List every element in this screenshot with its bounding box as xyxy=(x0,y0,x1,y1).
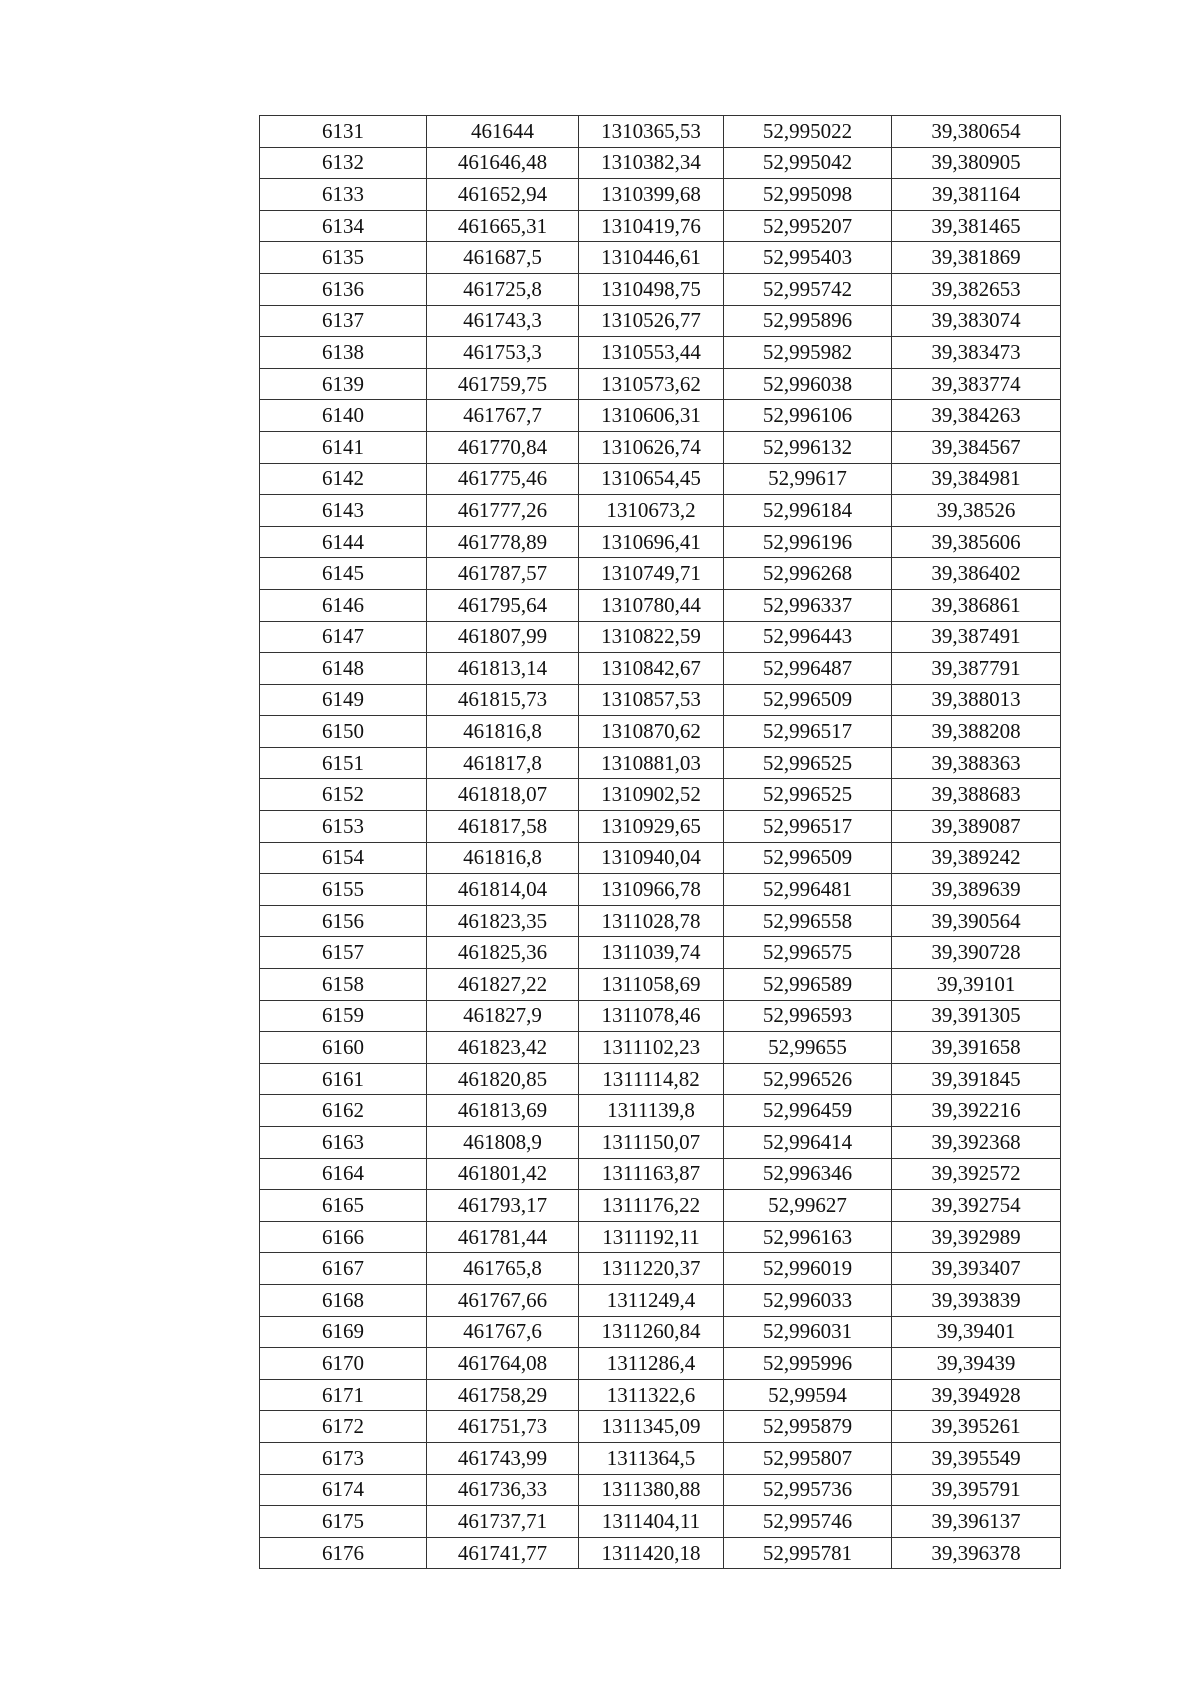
y-coordinate-cell: 1311260,84 xyxy=(579,1316,724,1348)
latitude-cell: 52,996459 xyxy=(724,1095,892,1127)
table-row xyxy=(260,1348,1061,1380)
longitude-cell: 39,391658 xyxy=(892,1032,1061,1064)
longitude-cell: 39,388208 xyxy=(892,716,1061,748)
longitude-cell: 39,384981 xyxy=(892,463,1061,495)
longitude-cell: 39,384567 xyxy=(892,431,1061,463)
latitude-cell: 52,996509 xyxy=(724,842,892,874)
y-coordinate-cell: 1311058,69 xyxy=(579,969,724,1001)
table-row xyxy=(260,905,1061,937)
point-number-cell: 6137 xyxy=(260,305,427,337)
longitude-cell: 39,392989 xyxy=(892,1221,1061,1253)
table-row xyxy=(260,526,1061,558)
table-row xyxy=(260,716,1061,748)
point-number-cell: 6165 xyxy=(260,1190,427,1222)
longitude-cell: 39,390728 xyxy=(892,937,1061,969)
point-number-cell: 6151 xyxy=(260,747,427,779)
longitude-cell: 39,381465 xyxy=(892,210,1061,242)
x-coordinate-cell: 461775,46 xyxy=(427,463,579,495)
point-number-cell: 6167 xyxy=(260,1253,427,1285)
y-coordinate-cell: 1310857,53 xyxy=(579,684,724,716)
table-row xyxy=(260,558,1061,590)
table-row xyxy=(260,1379,1061,1411)
table-row xyxy=(260,621,1061,653)
y-coordinate-cell: 1311163,87 xyxy=(579,1158,724,1190)
y-coordinate-cell: 1311139,8 xyxy=(579,1095,724,1127)
point-number-cell: 6174 xyxy=(260,1474,427,1506)
point-number-cell: 6147 xyxy=(260,621,427,653)
latitude-cell: 52,996509 xyxy=(724,684,892,716)
x-coordinate-cell: 461816,8 xyxy=(427,716,579,748)
latitude-cell: 52,996346 xyxy=(724,1158,892,1190)
longitude-cell: 39,386861 xyxy=(892,589,1061,621)
y-coordinate-cell: 1311039,74 xyxy=(579,937,724,969)
latitude-cell: 52,99655 xyxy=(724,1032,892,1064)
x-coordinate-cell: 461801,42 xyxy=(427,1158,579,1190)
table-row xyxy=(260,1063,1061,1095)
x-coordinate-cell: 461808,9 xyxy=(427,1127,579,1159)
coordinates-table xyxy=(259,115,1061,1569)
x-coordinate-cell: 461725,8 xyxy=(427,273,579,305)
point-number-cell: 6150 xyxy=(260,716,427,748)
x-coordinate-cell: 461817,58 xyxy=(427,811,579,843)
y-coordinate-cell: 1310526,77 xyxy=(579,305,724,337)
x-coordinate-cell: 461737,71 xyxy=(427,1506,579,1538)
x-coordinate-cell: 461818,07 xyxy=(427,779,579,811)
y-coordinate-cell: 1310419,76 xyxy=(579,210,724,242)
table-row xyxy=(260,1000,1061,1032)
latitude-cell: 52,995022 xyxy=(724,116,892,148)
x-coordinate-cell: 461736,33 xyxy=(427,1474,579,1506)
y-coordinate-cell: 1310929,65 xyxy=(579,811,724,843)
table-row xyxy=(260,684,1061,716)
latitude-cell: 52,996268 xyxy=(724,558,892,590)
latitude-cell: 52,996184 xyxy=(724,495,892,527)
point-number-cell: 6154 xyxy=(260,842,427,874)
longitude-cell: 39,396378 xyxy=(892,1537,1061,1569)
point-number-cell: 6169 xyxy=(260,1316,427,1348)
latitude-cell: 52,996106 xyxy=(724,400,892,432)
point-number-cell: 6176 xyxy=(260,1537,427,1569)
x-coordinate-cell: 461807,99 xyxy=(427,621,579,653)
y-coordinate-cell: 1310606,31 xyxy=(579,400,724,432)
point-number-cell: 6166 xyxy=(260,1221,427,1253)
longitude-cell: 39,38526 xyxy=(892,495,1061,527)
latitude-cell: 52,996031 xyxy=(724,1316,892,1348)
x-coordinate-cell: 461827,9 xyxy=(427,1000,579,1032)
y-coordinate-cell: 1311286,4 xyxy=(579,1348,724,1380)
point-number-cell: 6140 xyxy=(260,400,427,432)
table-row xyxy=(260,779,1061,811)
longitude-cell: 39,392754 xyxy=(892,1190,1061,1222)
y-coordinate-cell: 1310573,62 xyxy=(579,368,724,400)
point-number-cell: 6138 xyxy=(260,337,427,369)
table-row xyxy=(260,1316,1061,1348)
table-row xyxy=(260,1158,1061,1190)
y-coordinate-cell: 1310881,03 xyxy=(579,747,724,779)
point-number-cell: 6143 xyxy=(260,495,427,527)
point-number-cell: 6148 xyxy=(260,653,427,685)
point-number-cell: 6162 xyxy=(260,1095,427,1127)
table-row xyxy=(260,589,1061,621)
table-row xyxy=(260,1506,1061,1538)
x-coordinate-cell: 461778,89 xyxy=(427,526,579,558)
table-row xyxy=(260,147,1061,179)
point-number-cell: 6172 xyxy=(260,1411,427,1443)
point-number-cell: 6161 xyxy=(260,1063,427,1095)
point-number-cell: 6133 xyxy=(260,179,427,211)
table-row xyxy=(260,242,1061,274)
x-coordinate-cell: 461814,04 xyxy=(427,874,579,906)
longitude-cell: 39,388013 xyxy=(892,684,1061,716)
latitude-cell: 52,996038 xyxy=(724,368,892,400)
longitude-cell: 39,388363 xyxy=(892,747,1061,779)
point-number-cell: 6164 xyxy=(260,1158,427,1190)
x-coordinate-cell: 461817,8 xyxy=(427,747,579,779)
longitude-cell: 39,383473 xyxy=(892,337,1061,369)
x-coordinate-cell: 461758,29 xyxy=(427,1379,579,1411)
y-coordinate-cell: 1310553,44 xyxy=(579,337,724,369)
table-row xyxy=(260,368,1061,400)
y-coordinate-cell: 1310498,75 xyxy=(579,273,724,305)
x-coordinate-cell: 461644 xyxy=(427,116,579,148)
y-coordinate-cell: 1310399,68 xyxy=(579,179,724,211)
longitude-cell: 39,381164 xyxy=(892,179,1061,211)
longitude-cell: 39,382653 xyxy=(892,273,1061,305)
x-coordinate-cell: 461767,6 xyxy=(427,1316,579,1348)
y-coordinate-cell: 1311345,09 xyxy=(579,1411,724,1443)
longitude-cell: 39,395549 xyxy=(892,1442,1061,1474)
latitude-cell: 52,995781 xyxy=(724,1537,892,1569)
x-coordinate-cell: 461665,31 xyxy=(427,210,579,242)
x-coordinate-cell: 461777,26 xyxy=(427,495,579,527)
longitude-cell: 39,387791 xyxy=(892,653,1061,685)
x-coordinate-cell: 461825,36 xyxy=(427,937,579,969)
y-coordinate-cell: 1311192,11 xyxy=(579,1221,724,1253)
longitude-cell: 39,385606 xyxy=(892,526,1061,558)
x-coordinate-cell: 461753,3 xyxy=(427,337,579,369)
table-row xyxy=(260,1190,1061,1222)
latitude-cell: 52,995996 xyxy=(724,1348,892,1380)
latitude-cell: 52,996517 xyxy=(724,716,892,748)
latitude-cell: 52,996163 xyxy=(724,1221,892,1253)
x-coordinate-cell: 461764,08 xyxy=(427,1348,579,1380)
latitude-cell: 52,995098 xyxy=(724,179,892,211)
longitude-cell: 39,395261 xyxy=(892,1411,1061,1443)
latitude-cell: 52,996525 xyxy=(724,779,892,811)
x-coordinate-cell: 461741,77 xyxy=(427,1537,579,1569)
latitude-cell: 52,996575 xyxy=(724,937,892,969)
longitude-cell: 39,389639 xyxy=(892,874,1061,906)
longitude-cell: 39,39101 xyxy=(892,969,1061,1001)
y-coordinate-cell: 1311176,22 xyxy=(579,1190,724,1222)
point-number-cell: 6159 xyxy=(260,1000,427,1032)
point-number-cell: 6160 xyxy=(260,1032,427,1064)
y-coordinate-cell: 1310780,44 xyxy=(579,589,724,621)
latitude-cell: 52,995896 xyxy=(724,305,892,337)
table-row xyxy=(260,431,1061,463)
y-coordinate-cell: 1311249,4 xyxy=(579,1284,724,1316)
latitude-cell: 52,995746 xyxy=(724,1506,892,1538)
y-coordinate-cell: 1310626,74 xyxy=(579,431,724,463)
table-row xyxy=(260,969,1061,1001)
longitude-cell: 39,380654 xyxy=(892,116,1061,148)
latitude-cell: 52,996593 xyxy=(724,1000,892,1032)
longitude-cell: 39,390564 xyxy=(892,905,1061,937)
latitude-cell: 52,995742 xyxy=(724,273,892,305)
point-number-cell: 6135 xyxy=(260,242,427,274)
latitude-cell: 52,995807 xyxy=(724,1442,892,1474)
x-coordinate-cell: 461827,22 xyxy=(427,969,579,1001)
latitude-cell: 52,995736 xyxy=(724,1474,892,1506)
point-number-cell: 6157 xyxy=(260,937,427,969)
longitude-cell: 39,383774 xyxy=(892,368,1061,400)
x-coordinate-cell: 461652,94 xyxy=(427,179,579,211)
table-row xyxy=(260,1253,1061,1285)
y-coordinate-cell: 1311322,6 xyxy=(579,1379,724,1411)
y-coordinate-cell: 1310654,45 xyxy=(579,463,724,495)
point-number-cell: 6171 xyxy=(260,1379,427,1411)
y-coordinate-cell: 1310870,62 xyxy=(579,716,724,748)
x-coordinate-cell: 461759,75 xyxy=(427,368,579,400)
y-coordinate-cell: 1311364,5 xyxy=(579,1442,724,1474)
point-number-cell: 6141 xyxy=(260,431,427,463)
table-row xyxy=(260,210,1061,242)
longitude-cell: 39,393839 xyxy=(892,1284,1061,1316)
table-row xyxy=(260,811,1061,843)
longitude-cell: 39,396137 xyxy=(892,1506,1061,1538)
latitude-cell: 52,995042 xyxy=(724,147,892,179)
y-coordinate-cell: 1310902,52 xyxy=(579,779,724,811)
longitude-cell: 39,384263 xyxy=(892,400,1061,432)
point-number-cell: 6132 xyxy=(260,147,427,179)
point-number-cell: 6134 xyxy=(260,210,427,242)
longitude-cell: 39,393407 xyxy=(892,1253,1061,1285)
longitude-cell: 39,392216 xyxy=(892,1095,1061,1127)
y-coordinate-cell: 1311420,18 xyxy=(579,1537,724,1569)
longitude-cell: 39,391305 xyxy=(892,1000,1061,1032)
point-number-cell: 6144 xyxy=(260,526,427,558)
longitude-cell: 39,39401 xyxy=(892,1316,1061,1348)
y-coordinate-cell: 1310940,04 xyxy=(579,842,724,874)
x-coordinate-cell: 461795,64 xyxy=(427,589,579,621)
y-coordinate-cell: 1310446,61 xyxy=(579,242,724,274)
latitude-cell: 52,996443 xyxy=(724,621,892,653)
y-coordinate-cell: 1310696,41 xyxy=(579,526,724,558)
y-coordinate-cell: 1311102,23 xyxy=(579,1032,724,1064)
point-number-cell: 6175 xyxy=(260,1506,427,1538)
y-coordinate-cell: 1311404,11 xyxy=(579,1506,724,1538)
latitude-cell: 52,995879 xyxy=(724,1411,892,1443)
x-coordinate-cell: 461813,14 xyxy=(427,653,579,685)
y-coordinate-cell: 1311028,78 xyxy=(579,905,724,937)
y-coordinate-cell: 1310966,78 xyxy=(579,874,724,906)
y-coordinate-cell: 1311150,07 xyxy=(579,1127,724,1159)
latitude-cell: 52,996414 xyxy=(724,1127,892,1159)
longitude-cell: 39,395791 xyxy=(892,1474,1061,1506)
x-coordinate-cell: 461770,84 xyxy=(427,431,579,463)
table-row xyxy=(260,337,1061,369)
table-row xyxy=(260,1127,1061,1159)
x-coordinate-cell: 461751,73 xyxy=(427,1411,579,1443)
latitude-cell: 52,996558 xyxy=(724,905,892,937)
table-row xyxy=(260,1442,1061,1474)
latitude-cell: 52,99627 xyxy=(724,1190,892,1222)
point-number-cell: 6168 xyxy=(260,1284,427,1316)
point-number-cell: 6149 xyxy=(260,684,427,716)
point-number-cell: 6152 xyxy=(260,779,427,811)
latitude-cell: 52,996196 xyxy=(724,526,892,558)
latitude-cell: 52,996526 xyxy=(724,1063,892,1095)
table-row xyxy=(260,1537,1061,1569)
latitude-cell: 52,996033 xyxy=(724,1284,892,1316)
x-coordinate-cell: 461787,57 xyxy=(427,558,579,590)
latitude-cell: 52,996517 xyxy=(724,811,892,843)
point-number-cell: 6173 xyxy=(260,1442,427,1474)
longitude-cell: 39,39439 xyxy=(892,1348,1061,1380)
latitude-cell: 52,99594 xyxy=(724,1379,892,1411)
y-coordinate-cell: 1310365,53 xyxy=(579,116,724,148)
point-number-cell: 6155 xyxy=(260,874,427,906)
latitude-cell: 52,996019 xyxy=(724,1253,892,1285)
latitude-cell: 52,996525 xyxy=(724,747,892,779)
table-row xyxy=(260,747,1061,779)
x-coordinate-cell: 461743,99 xyxy=(427,1442,579,1474)
point-number-cell: 6153 xyxy=(260,811,427,843)
point-number-cell: 6142 xyxy=(260,463,427,495)
point-number-cell: 6145 xyxy=(260,558,427,590)
table-row xyxy=(260,1221,1061,1253)
latitude-cell: 52,995982 xyxy=(724,337,892,369)
latitude-cell: 52,99617 xyxy=(724,463,892,495)
table-row xyxy=(260,273,1061,305)
latitude-cell: 52,996132 xyxy=(724,431,892,463)
longitude-cell: 39,394928 xyxy=(892,1379,1061,1411)
table-row xyxy=(260,116,1061,148)
y-coordinate-cell: 1311078,46 xyxy=(579,1000,724,1032)
point-number-cell: 6158 xyxy=(260,969,427,1001)
x-coordinate-cell: 461743,3 xyxy=(427,305,579,337)
longitude-cell: 39,381869 xyxy=(892,242,1061,274)
y-coordinate-cell: 1310673,2 xyxy=(579,495,724,527)
longitude-cell: 39,387491 xyxy=(892,621,1061,653)
x-coordinate-cell: 461646,48 xyxy=(427,147,579,179)
latitude-cell: 52,996589 xyxy=(724,969,892,1001)
table-row xyxy=(260,874,1061,906)
longitude-cell: 39,391845 xyxy=(892,1063,1061,1095)
y-coordinate-cell: 1311114,82 xyxy=(579,1063,724,1095)
longitude-cell: 39,388683 xyxy=(892,779,1061,811)
table-row xyxy=(260,653,1061,685)
point-number-cell: 6156 xyxy=(260,905,427,937)
table-row xyxy=(260,463,1061,495)
longitude-cell: 39,392572 xyxy=(892,1158,1061,1190)
point-number-cell: 6163 xyxy=(260,1127,427,1159)
y-coordinate-cell: 1311220,37 xyxy=(579,1253,724,1285)
x-coordinate-cell: 461765,8 xyxy=(427,1253,579,1285)
table-row xyxy=(260,1284,1061,1316)
longitude-cell: 39,386402 xyxy=(892,558,1061,590)
x-coordinate-cell: 461823,35 xyxy=(427,905,579,937)
longitude-cell: 39,389242 xyxy=(892,842,1061,874)
table-row xyxy=(260,1032,1061,1064)
x-coordinate-cell: 461767,7 xyxy=(427,400,579,432)
x-coordinate-cell: 461823,42 xyxy=(427,1032,579,1064)
longitude-cell: 39,383074 xyxy=(892,305,1061,337)
x-coordinate-cell: 461793,17 xyxy=(427,1190,579,1222)
table-row xyxy=(260,400,1061,432)
latitude-cell: 52,996487 xyxy=(724,653,892,685)
x-coordinate-cell: 461816,8 xyxy=(427,842,579,874)
point-number-cell: 6146 xyxy=(260,589,427,621)
table-row xyxy=(260,842,1061,874)
x-coordinate-cell: 461687,5 xyxy=(427,242,579,274)
latitude-cell: 52,995403 xyxy=(724,242,892,274)
table-row xyxy=(260,1474,1061,1506)
y-coordinate-cell: 1311380,88 xyxy=(579,1474,724,1506)
table-row xyxy=(260,305,1061,337)
table-row xyxy=(260,179,1061,211)
x-coordinate-cell: 461767,66 xyxy=(427,1284,579,1316)
point-number-cell: 6170 xyxy=(260,1348,427,1380)
y-coordinate-cell: 1310749,71 xyxy=(579,558,724,590)
y-coordinate-cell: 1310842,67 xyxy=(579,653,724,685)
point-number-cell: 6131 xyxy=(260,116,427,148)
x-coordinate-cell: 461813,69 xyxy=(427,1095,579,1127)
longitude-cell: 39,389087 xyxy=(892,811,1061,843)
latitude-cell: 52,996481 xyxy=(724,874,892,906)
table-row xyxy=(260,1411,1061,1443)
table-row xyxy=(260,495,1061,527)
table-row xyxy=(260,937,1061,969)
coordinates-table-body xyxy=(260,116,1061,1569)
x-coordinate-cell: 461815,73 xyxy=(427,684,579,716)
latitude-cell: 52,996337 xyxy=(724,589,892,621)
point-number-cell: 6139 xyxy=(260,368,427,400)
x-coordinate-cell: 461820,85 xyxy=(427,1063,579,1095)
y-coordinate-cell: 1310382,34 xyxy=(579,147,724,179)
longitude-cell: 39,380905 xyxy=(892,147,1061,179)
x-coordinate-cell: 461781,44 xyxy=(427,1221,579,1253)
point-number-cell: 6136 xyxy=(260,273,427,305)
table-row xyxy=(260,1095,1061,1127)
longitude-cell: 39,392368 xyxy=(892,1127,1061,1159)
latitude-cell: 52,995207 xyxy=(724,210,892,242)
y-coordinate-cell: 1310822,59 xyxy=(579,621,724,653)
